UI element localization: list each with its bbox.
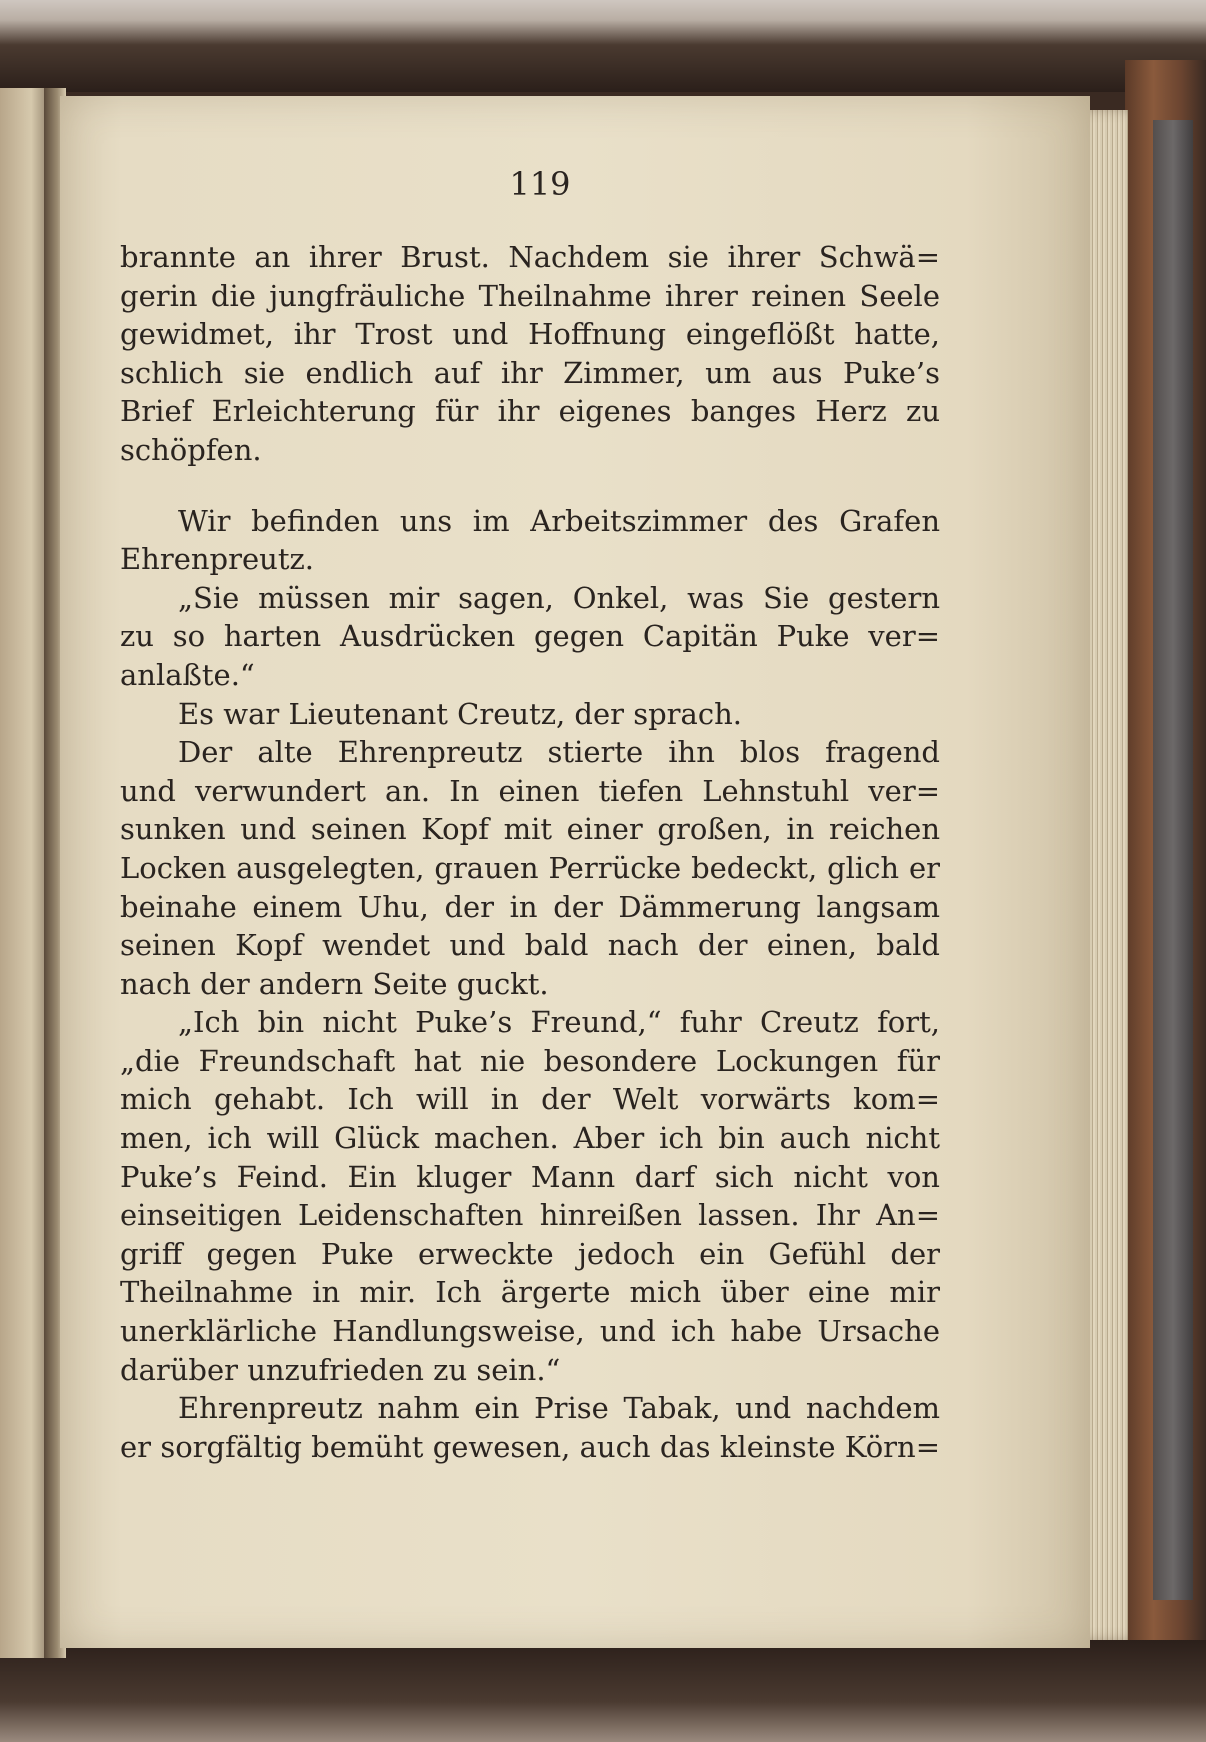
text-line: nach der andern Seite guckt.: [120, 966, 549, 1001]
text-line: gerin die jungfräuliche Theilnahme ihrer reinen Seele: [120, 278, 940, 313]
text-line: anlaßte.“: [120, 657, 255, 692]
text-line: darüber unzufrieden zu sein.“: [120, 1352, 561, 1387]
text-line: „Ich bin nicht Puke’s Freund,“ fuhr Creutz fort,: [178, 1005, 940, 1040]
text-line: Theilnahme in mir. Ich ärgerte mich über eine mir: [120, 1275, 940, 1310]
text-line: beinahe einem Uhu, der in der Dämmerung langsam: [120, 889, 940, 924]
text-line: men, ich will Glück machen. Aber ich bin auch nicht: [120, 1121, 940, 1156]
text-line: sunken und seinen Kopf mit einer großen, in reichen: [120, 812, 940, 847]
paragraph-break: [120, 470, 940, 502]
text-line: brannte an ihrer Brust. Nachdem sie ihrer Schwä=: [120, 240, 940, 274]
text-line: Wir befinden uns im Arbeitszimmer des Grafen: [178, 503, 940, 538]
text-line: Puke’s Feind. Ein kluger Mann darf sich nicht von: [120, 1159, 940, 1194]
text-line: Ehrenpreutz.: [120, 542, 314, 577]
text-line: zu so harten Ausdrücken gegen Capitän Puke ver=: [120, 619, 940, 654]
book-cover-bottom: [0, 1640, 1206, 1742]
text-line: einseitigen Leidenschaften hinreißen lassen. Ihr An=: [120, 1198, 940, 1233]
body-text: [120, 238, 940, 1466]
text-line: Ehrenpreutz nahm ein Prise Tabak, und nachdem: [178, 1391, 940, 1426]
text-line: unerklärliche Handlungsweise, und ich habe Ursache: [120, 1314, 940, 1349]
text-line: griff gegen Puke erweckte jedoch ein Gefühl der: [120, 1236, 940, 1271]
book-cover-right: [1125, 60, 1206, 1670]
text-line: seinen Kopf wendet und bald nach der einen, bald: [120, 928, 940, 963]
text-line: gewidmet, ihr Trost und Hoffnung eingeflößt hatte,: [120, 317, 940, 352]
text-line: Locken ausgelegten, grauen Perrücke bedeckt, glich er: [120, 850, 940, 885]
text-line: mich gehabt. Ich will in der Welt vorwärts kom=: [120, 1082, 940, 1117]
text-line: Der alte Ehrenpreutz stierte ihn blos fragend: [178, 735, 940, 770]
text-line: Brief Erleichterung für ihr eigenes banges Herz zu: [120, 394, 940, 429]
text-line: schlich sie endlich auf ihr Zimmer, um aus Puke’s: [120, 355, 940, 390]
text-line: und verwundert an. In einen tiefen Lehnstuhl ver=: [120, 773, 940, 808]
book-cover-top: [0, 0, 1206, 92]
text-line: er sorgfältig bemüht gewesen, auch das kleinste Körn=: [120, 1429, 940, 1464]
text-line: Es war Lieutenant Creutz, der sprach.: [178, 696, 742, 731]
text-line: „Sie müssen mir sagen, Onkel, was Sie gestern: [178, 580, 940, 615]
page-number: 119: [509, 165, 571, 203]
text-line: „die Freundschaft hat nie besondere Lockungen für: [120, 1043, 940, 1078]
text-line: schöpfen.: [120, 432, 262, 467]
